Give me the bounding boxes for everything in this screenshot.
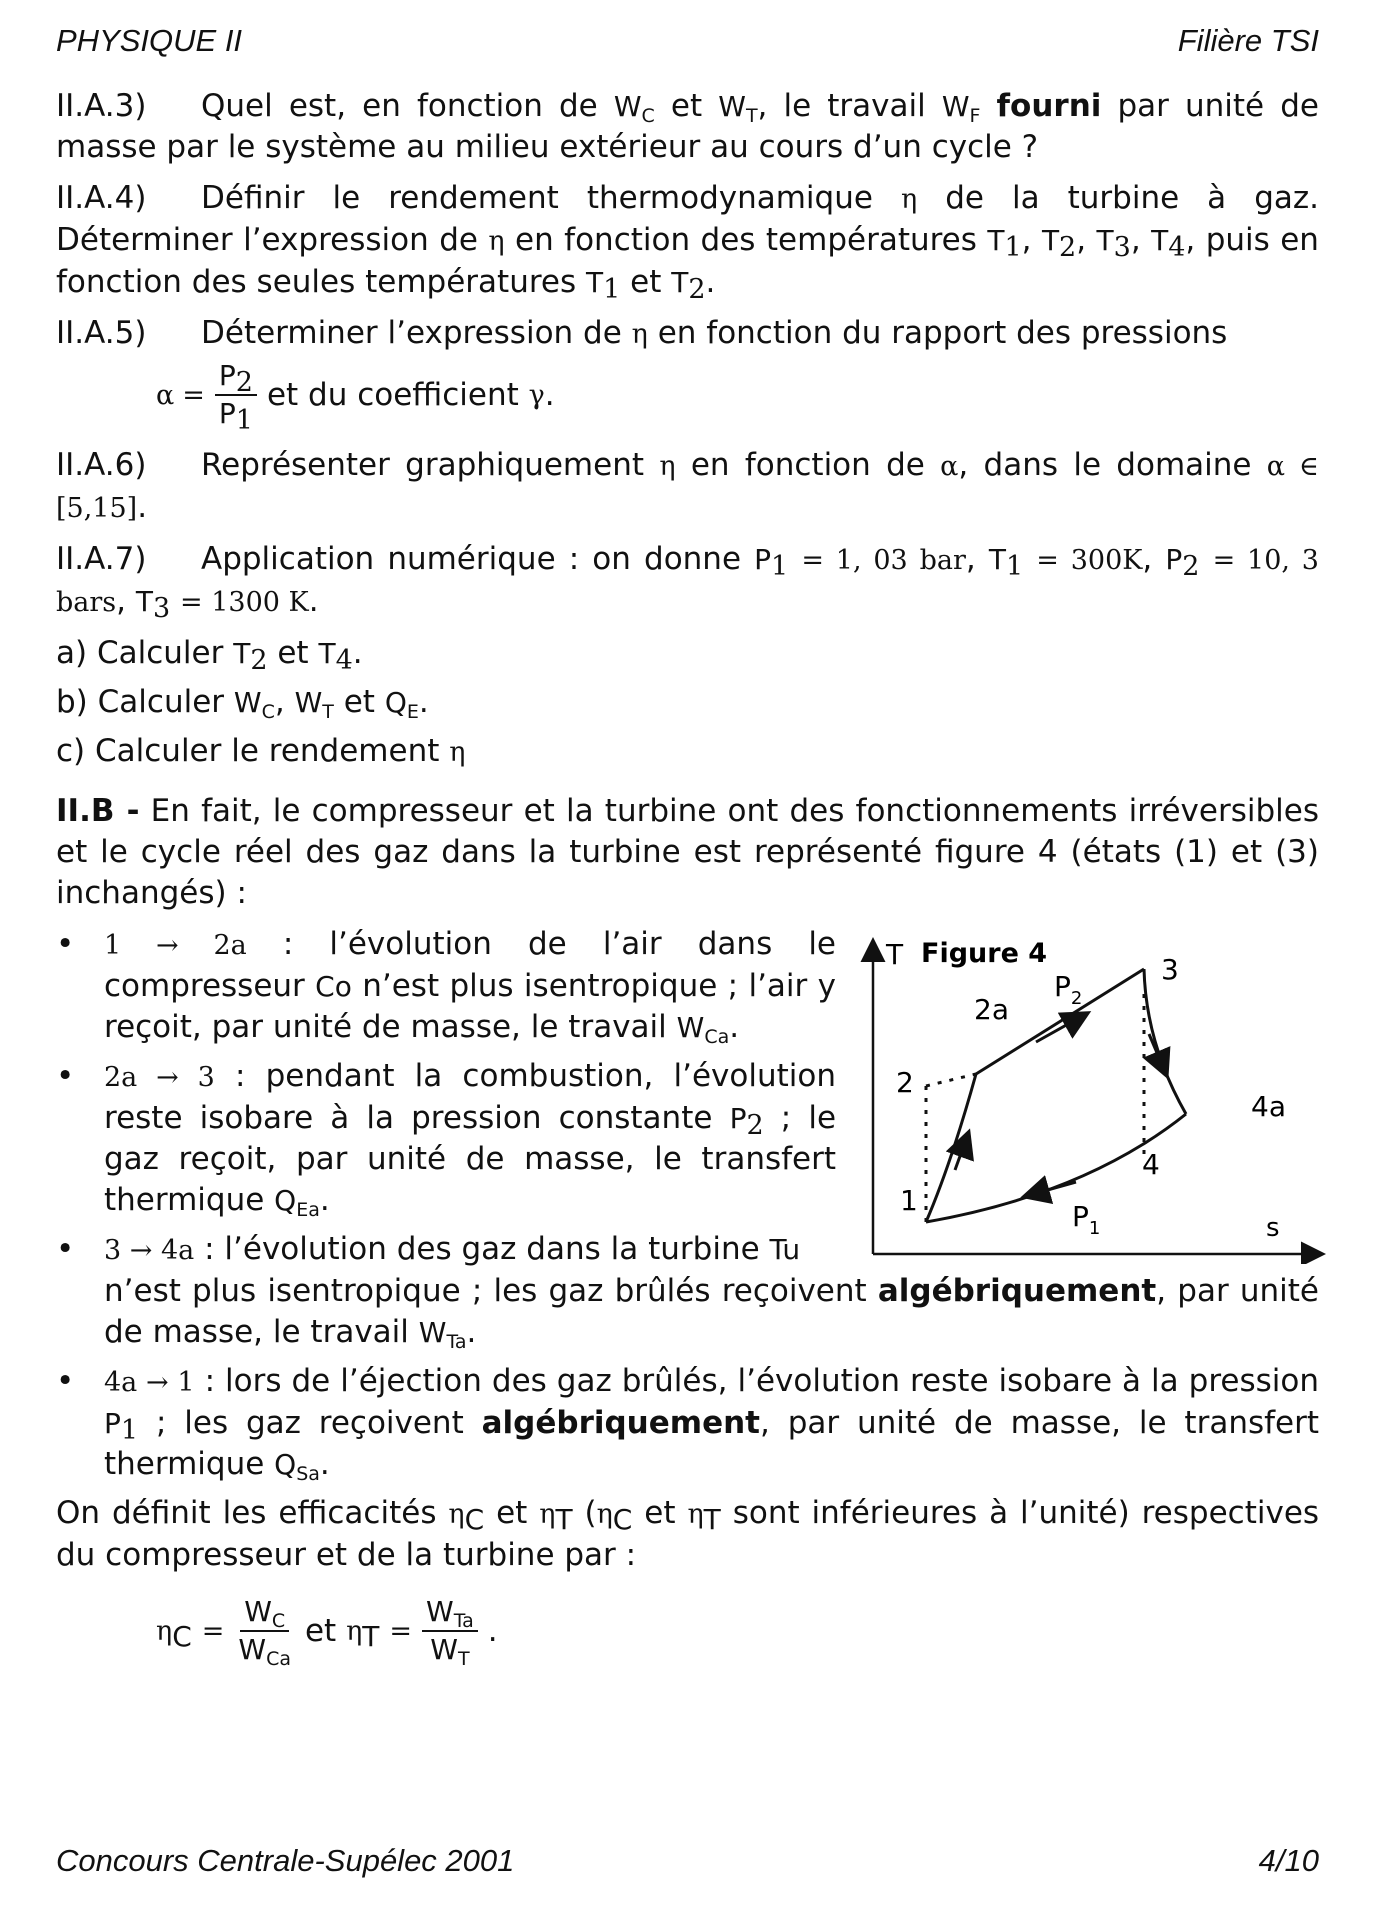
text: en fonction de [690, 447, 925, 483]
state-label: 1 [900, 1184, 918, 1217]
symbol: $W_T$ [718, 90, 758, 127]
arrow-p1 [1026, 1182, 1076, 1196]
curve-1-2a [926, 1074, 976, 1222]
step: 2a → 3 [104, 1062, 215, 1093]
text: et [630, 264, 662, 300]
pressure-label-p1: $P_1$ [1072, 1200, 1101, 1239]
bullets-with-figure [56, 924, 1319, 1353]
equals: = [389, 1615, 412, 1647]
question-number: II.A.7) [56, 541, 147, 577]
text: , puis en fonction des seules températures [56, 222, 1319, 300]
fraction-eta-t: $\frac{W_{Ta}}{W_T}$ [422, 1594, 478, 1668]
part-a: a) Calculer $T_2$ et $T_4$. [56, 635, 363, 676]
question-iia5 [56, 313, 1319, 355]
symbol: $T_2$ [233, 637, 268, 676]
symbol: $\eta_C$ [596, 1499, 633, 1536]
state-label: 2 [896, 1066, 914, 1099]
question-number: II.A.3) [56, 88, 147, 124]
state-label: 3 [1161, 953, 1179, 986]
symbol: $\eta_C$ [448, 1499, 485, 1536]
symbol: $Q_{Sa}$ [274, 1448, 320, 1485]
bullet-text: 2a → 3 : pendant la combustion, l’évolution reste isobare à la pression constante $P_2$ ; le gaz reçoit, par unité de masse, le transfert thermique $Q_{Ea}$. [104, 1058, 837, 1221]
text: , le travail [757, 88, 926, 124]
text: Calculer [96, 635, 224, 671]
symbol: $W_F$ [941, 90, 981, 127]
text: et [644, 1495, 676, 1531]
state-label: 4 [1142, 1148, 1160, 1181]
equals: = [182, 379, 205, 411]
text: ; les gaz reçoivent [155, 1405, 464, 1441]
arrow-p2 [1036, 1014, 1086, 1042]
page-number: 4/10 [1258, 1843, 1319, 1878]
bullet-text: 3 → 4a : l’évolution des gaz dans la turbine Tu n’est plus isentropique ; les gaz brûlés reçoivent algébriquement, par unité de masse, le travail $W_{Ta}$. [104, 1231, 1319, 1353]
bullet-dot: • [56, 1058, 75, 1094]
value: = 300K [1036, 545, 1143, 576]
ts-diagram [856, 924, 1326, 1264]
symbol: $T_1$ [586, 266, 621, 305]
alpha-formula: α = $\frac{P_2}{P_1}$ et du coefficient γ . [156, 359, 555, 436]
bold-text: fourni [996, 88, 1102, 124]
bullet-dot: • [56, 926, 75, 962]
equals: = [201, 1615, 225, 1647]
bullet-dot: • [56, 1363, 75, 1399]
text: et [670, 88, 703, 124]
text: : l’évolution de l’air dans le compresseur [104, 926, 837, 1004]
text: et [277, 635, 309, 671]
symbol: Tu [769, 1233, 801, 1266]
bold-text: algébriquement [877, 1273, 1157, 1309]
symbol-eta: η [449, 737, 466, 768]
symbol: $W_C$ [233, 686, 275, 723]
figure-4 [856, 924, 1326, 1264]
question-number: II.A.4) [56, 180, 147, 216]
symbol: $T_2$ [671, 266, 706, 305]
state-label: 4a [1251, 1090, 1286, 1123]
step: 1 → 2a [104, 930, 247, 961]
text: par unité de masse par le système au milieu extérieur au cours d’un cycle ? [56, 88, 1319, 165]
header-subject: PHYSIQUE II [56, 23, 243, 58]
question-iia3 [56, 86, 1319, 168]
text: ( [584, 1495, 597, 1531]
fraction-eta-c: $\frac{W_C}{W_{Ca}}$ [238, 1595, 291, 1670]
symbol: $Q_{Ea}$ [274, 1184, 320, 1221]
text: et du coefficient [266, 376, 519, 413]
symbol-eta: η [900, 184, 918, 215]
curve-3-4a [1144, 969, 1186, 1114]
symbol: $\eta_C$ [156, 1615, 192, 1653]
bullet-text: 1 → 2a : l’évolution de l’air dans le compresseur Co n’est plus isentropique ; l’air y reçoit, par unité de masse, le travail $W_{Ca}$. [104, 926, 837, 1048]
symbol: $Q_E$ [384, 686, 419, 723]
text: Déterminer l’expression de [201, 315, 622, 351]
efficiency-formula: $\eta_C$ = $\frac{W_C}{W_{Ca}}$ et $\eta_T$ = $\frac{W_{Ta}}{W_T}$ . [156, 1595, 498, 1670]
symbol: $W_{Ta}$ [418, 1316, 467, 1353]
question-iia6: II.A.6) Représenter graphiquement η en fonction de α, dans le domaine α ∈ [5,15]. [56, 447, 1320, 525]
dotted-2-2a [926, 1074, 976, 1086]
text: En fait, le compresseur et la turbine ont des fonctionnements irréversibles et le cycle réel des gaz dans la turbine est représenté figure 4 (états (1) et (3) inchangés) : [56, 793, 1320, 911]
text: , par unité de masse, le travail [104, 1273, 1319, 1350]
text: Calculer [97, 684, 225, 720]
symbol-eta: η [631, 319, 648, 350]
symbol: $T_4$ [318, 637, 353, 676]
text: n’est plus isentropique ; les gaz brûlés reçoivent [104, 1273, 867, 1309]
text: de la turbine à gaz. Déterminer l’expression de [56, 180, 1319, 258]
part-label: a) [56, 635, 88, 671]
symbol-eta: η [659, 451, 676, 482]
bullet-1 [56, 924, 836, 1048]
text: sont inférieures à l’unité) respectives du compresseur et de la turbine par : [56, 1495, 1320, 1573]
text: On définit les efficacités [56, 1495, 437, 1531]
footer-contest: Concours Centrale-Supélec 2001 [56, 1843, 515, 1878]
question-iia7: II.A.7) Application numérique : on donne $P_1 = 1$, 03 bar, $T_1 = 300K$, $P_2 = 10$, 3 bars, $T_3 = 1300$ K. [56, 541, 1319, 624]
bullet-2 [56, 1056, 836, 1221]
symbol: $T_3$ [1096, 224, 1131, 263]
symbol-alpha: α [156, 379, 175, 411]
text: : pendant la combustion, l’évolution reste isobare à la pression constante [104, 1058, 837, 1136]
value: = 1, 03 bar [801, 545, 966, 576]
state-label: 2a [974, 993, 1009, 1026]
header-track: Filière TSI [1177, 23, 1319, 58]
part-c [56, 731, 1319, 773]
section-iib [56, 791, 1319, 914]
symbol: $W_C$ [613, 90, 655, 127]
axis-label-y: T [886, 938, 904, 971]
domain: α ∈ [5,15] [56, 451, 1320, 524]
efficiency-definition [56, 1493, 1319, 1576]
text: Représenter graphiquement [201, 447, 645, 483]
arrow-4a [1149, 1034, 1166, 1074]
symbol: $P_1$ [104, 1407, 139, 1446]
symbol: $T_2$ [1041, 224, 1077, 263]
text: : l’évolution des gaz dans la turbine [204, 1231, 760, 1267]
text: et [496, 1495, 528, 1531]
symbol: $P_1$ [754, 543, 789, 582]
symbol: $W_T$ [294, 686, 334, 723]
text: Définir le rendement thermodynamique [201, 180, 873, 216]
text: et [304, 1612, 337, 1649]
text: Quel est, en fonction de [201, 88, 598, 124]
value: = 1300 K [180, 587, 309, 618]
symbol: $W_{Ca}$ [676, 1011, 730, 1048]
part-label: c) [56, 733, 86, 769]
symbol: $\eta_T$ [346, 1615, 380, 1653]
step: 3 → 4a [104, 1235, 195, 1266]
part-b: b) Calculer $W_C$, $W_T$ et $Q_E$. [56, 684, 429, 723]
text: en fonction du rapport des pressions [657, 315, 1228, 351]
text: et [343, 684, 375, 720]
question-number: II.A.5) [56, 315, 147, 351]
value: = 10, 3 bars [56, 545, 1319, 618]
question-iia4: II.A.4) Définir le rendement thermodynamique η de la turbine à gaz. Déterminer l’expression de η en fonction des températures $T_1$, $T_2$, $T_3$, $T_4$, puis en fonction des seules températures $T_1$ et $T_2$. [56, 180, 1319, 305]
symbol: Co [315, 970, 352, 1003]
symbol-gamma: γ [528, 379, 545, 411]
part-label: b) [56, 684, 88, 720]
text: , dans le domaine [958, 447, 1252, 483]
page-content [56, 86, 1319, 1686]
text: Calculer le rendement [95, 733, 440, 769]
bold-text: algébriquement [481, 1405, 760, 1441]
symbol-alpha: α [940, 451, 959, 482]
bullet-dot: • [56, 1231, 75, 1267]
step: 4a → 1 [104, 1367, 195, 1398]
text: n’est plus isentropique ; l’air y reçoit, par unité de masse, le travail [104, 968, 836, 1045]
symbol: $T_1$ [988, 543, 1024, 582]
symbol: $P_2$ [1165, 543, 1200, 582]
symbol-eta: η [488, 226, 505, 257]
symbol: $P_2$ [729, 1102, 764, 1141]
fraction: $\frac{P_2}{P_1}$ [215, 358, 257, 432]
axis-label-x: s [1266, 1213, 1280, 1243]
section-title: II.B - [56, 793, 140, 829]
text: Application numérique : on donne [201, 541, 742, 577]
question-number: II.A.6) [56, 447, 147, 483]
bullet-text: 4a → 1 : lors de l’éjection des gaz brûlés, l’évolution reste isobare à la pression $P_1$ ; les gaz reçoivent algébriquement, par unité de masse, le transfert thermique $Q_{Sa}$. [104, 1363, 1320, 1485]
text: , par unité de masse, le transfert thermique [104, 1405, 1320, 1482]
text: : lors de l’éjection des gaz brûlés, l’évolution reste isobare à la pression [204, 1363, 1320, 1399]
bullet-4 [56, 1361, 1319, 1485]
pressure-label-p2: $P_2$ [1054, 970, 1083, 1009]
symbol: $T_3$ [135, 585, 171, 624]
symbol: $\eta_T$ [539, 1499, 573, 1536]
figure-title: Figure 4 [921, 938, 1048, 969]
text: en fonction des températures [515, 222, 977, 258]
text: ; le gaz reçoit, par unité de masse, le transfert thermique [104, 1100, 837, 1218]
symbol: $T_4$ [1151, 224, 1186, 263]
symbol: $\eta_T$ [687, 1499, 721, 1536]
symbol: $T_1$ [987, 224, 1022, 263]
